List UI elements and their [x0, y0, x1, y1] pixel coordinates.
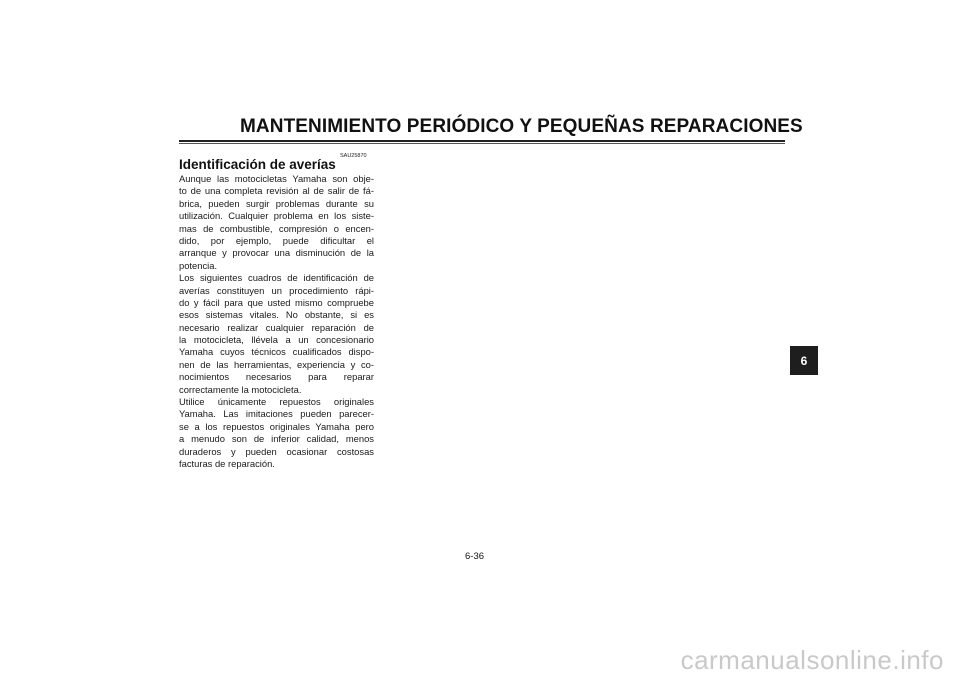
body-line: Utilice únicamente repuestos originales [179, 396, 374, 408]
body-line: a menudo son de inferior calidad, menos [179, 433, 374, 445]
body-line: do y fácil para que usted mismo compruebe [179, 296, 374, 308]
body-line: necesario realizar cualquier reparación de [179, 321, 374, 333]
title-rule [179, 140, 785, 142]
body-line: averías constituyen un procedimiento rápi- [179, 284, 374, 296]
body-line: mas de combustible, compresión o encen- [179, 222, 374, 234]
page-number: 6-36 [465, 551, 485, 562]
body-line: correctamente la motocicleta. [179, 383, 302, 395]
body-line: utilización. Cualquier problema en los siste- [179, 210, 374, 222]
body-line: potencia. [179, 259, 218, 271]
body-line: esos sistemas vitales. No obstante, si es [179, 309, 374, 321]
body-text [179, 173, 374, 470]
body-line: dido, por ejemplo, puede dificultar el [179, 234, 374, 246]
section-heading: Identificación de averías [179, 157, 336, 172]
body-line: Los siguientes cuadros de identificación de [179, 272, 374, 284]
title-rule-thin [179, 143, 785, 144]
body-line: to de una completa revisión al de salir de fá- [179, 185, 374, 197]
body-line: brica, pueden surgir problemas durante su [179, 197, 374, 209]
section-code: SAU25870 [340, 153, 367, 159]
body-line: Yamaha. Las imitaciones pueden parecer- [179, 408, 374, 420]
watermark: carmanualsonline.info [680, 645, 944, 675]
chapter-tab [790, 346, 818, 375]
body-line: la motocicleta, llévela a un concesionario [179, 334, 374, 346]
page-title: MANTENIMIENTO PERIÓDICO Y PEQUEÑAS REPARACIONES [240, 116, 803, 137]
body-line: duraderos y pueden ocasionar costosas [179, 445, 374, 457]
body-line: arranque y provocar una disminución de la [179, 247, 374, 259]
body-line: Aunque las motocicletas Yamaha son obje- [179, 173, 374, 184]
body-line: nen de las herramientas, experiencia y co- [179, 358, 374, 370]
body-line: se a los repuestos originales Yamaha pero [179, 420, 374, 432]
body-line: Yamaha cuyos técnicos cualificados dispo- [179, 346, 374, 358]
body-line: nocimientos necesarios para reparar [179, 371, 374, 383]
chapter-tab-label: 6 [800, 353, 808, 368]
body-line: facturas de reparación. [179, 457, 275, 469]
